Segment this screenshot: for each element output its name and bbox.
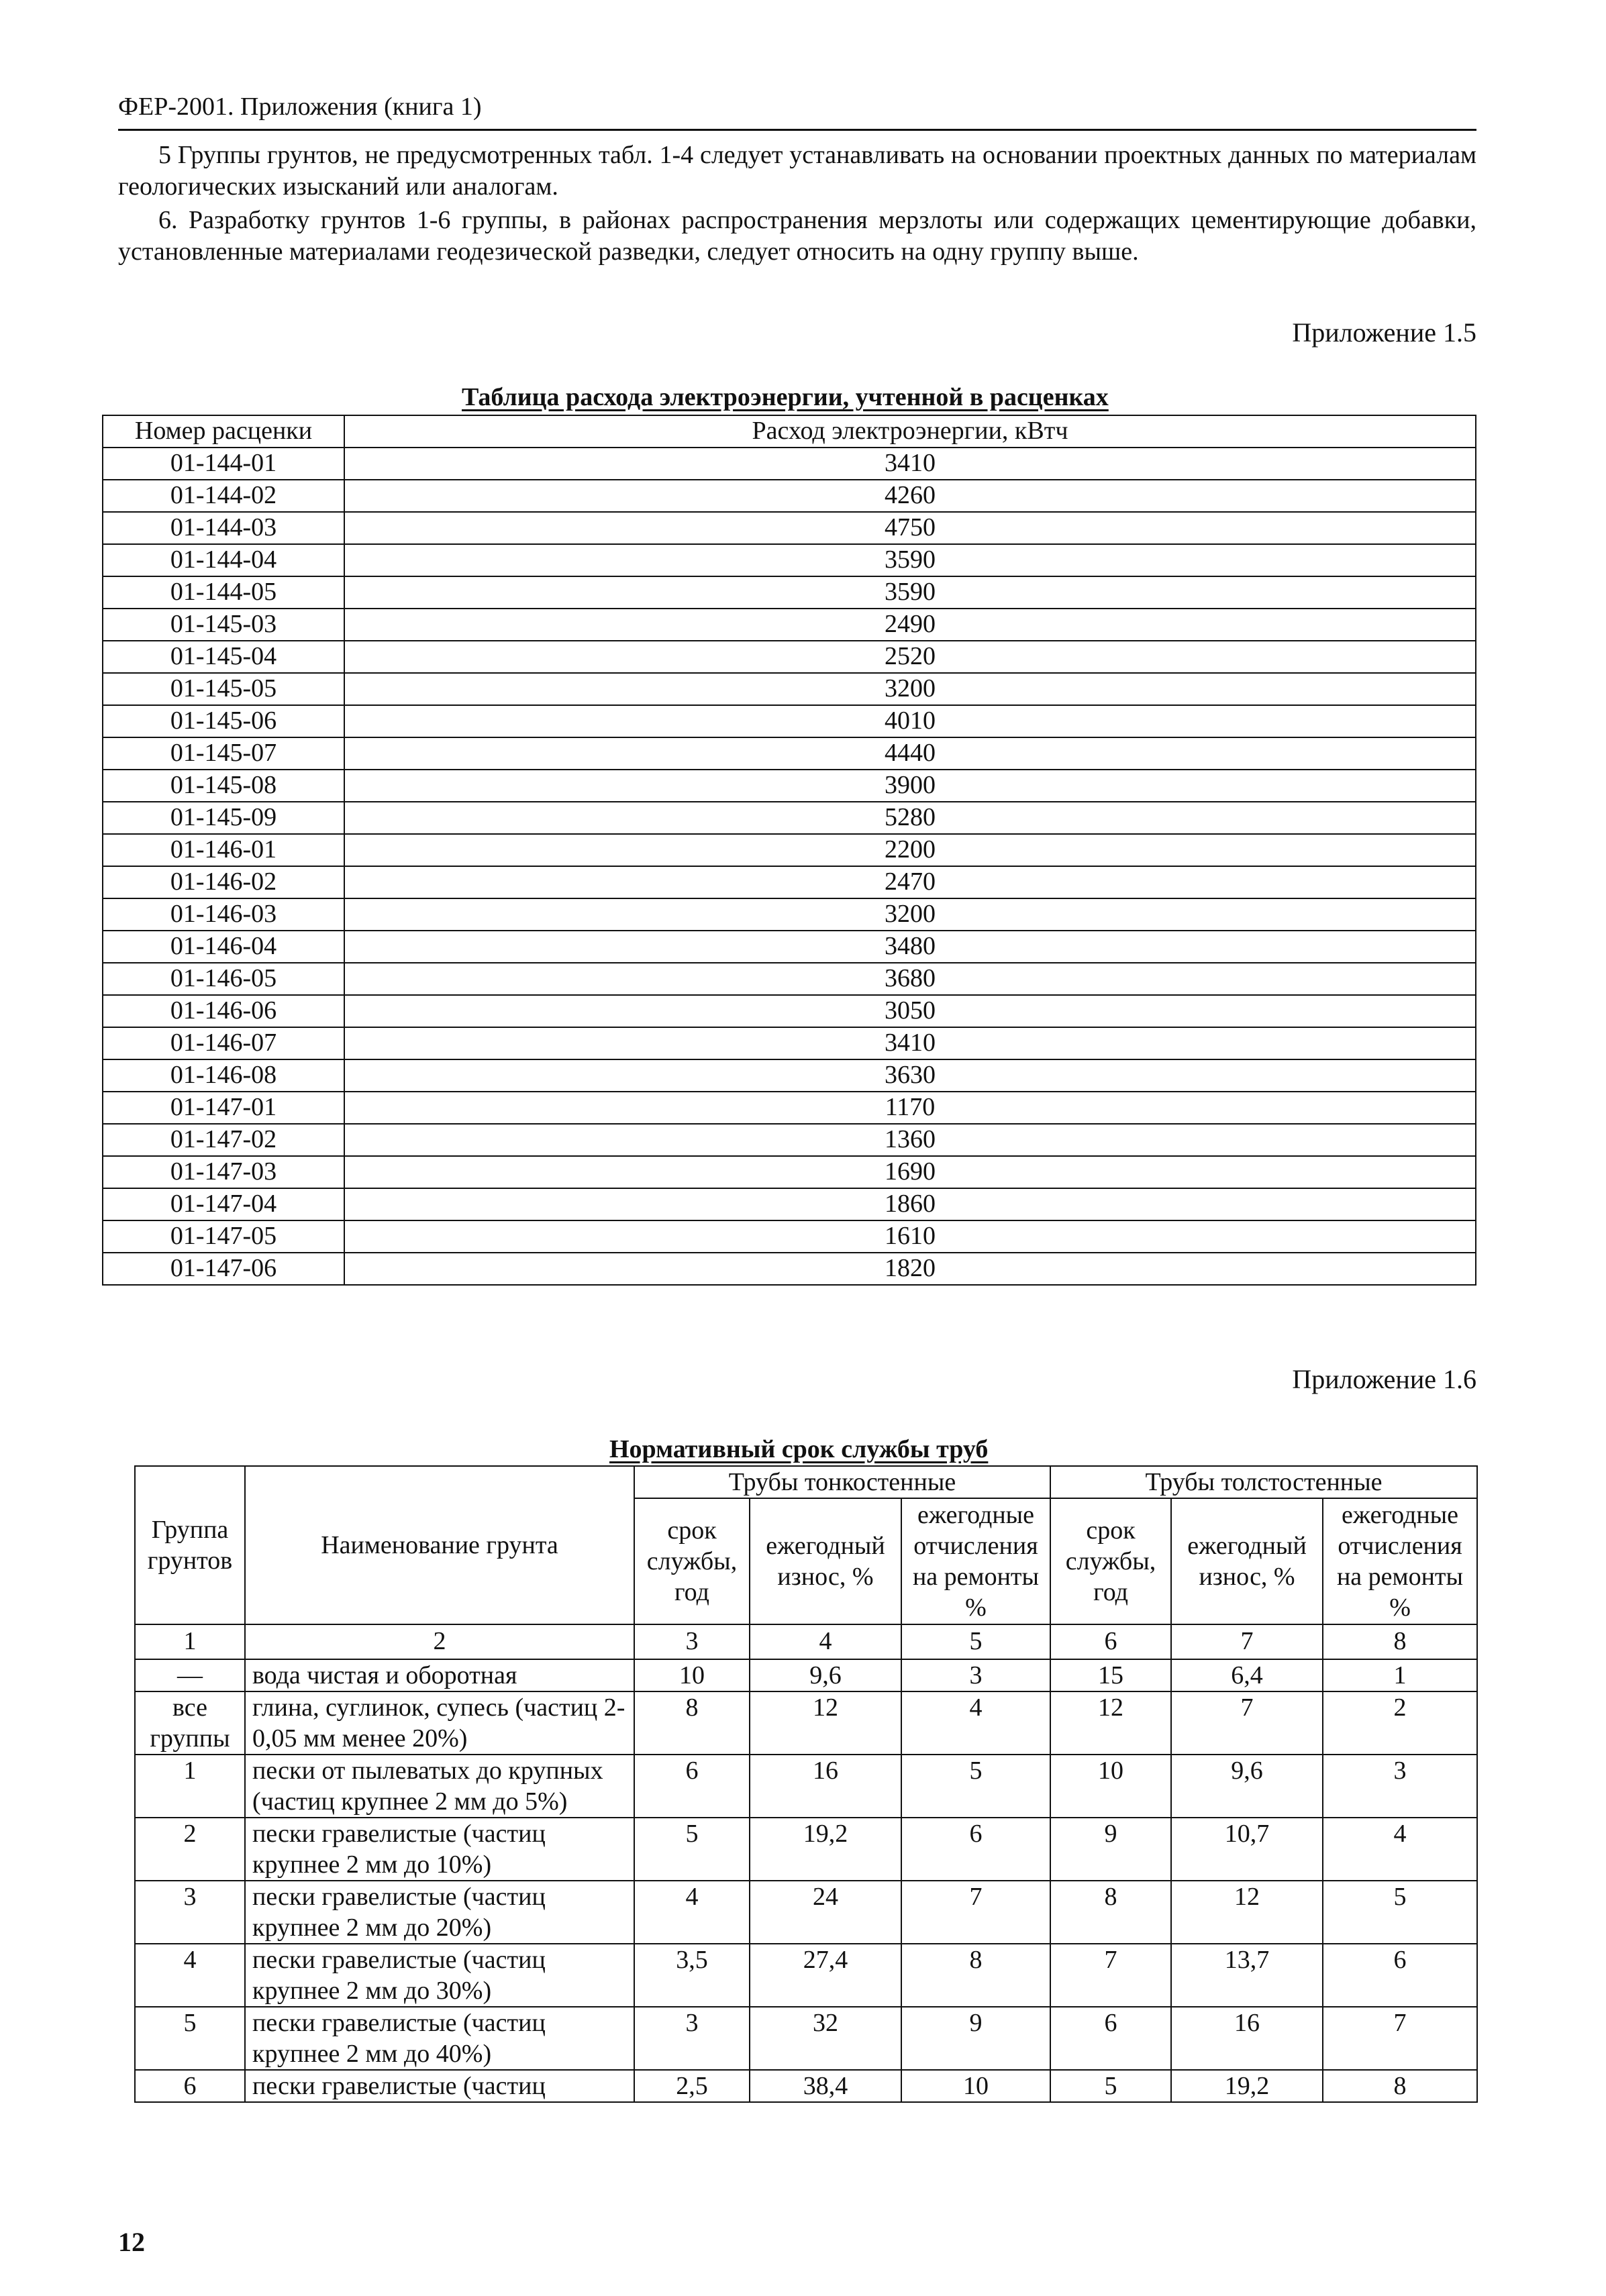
table-row [135, 1881, 1477, 1944]
rate-number-cell: 01-145-05 [103, 673, 344, 705]
thin-service-life-cell: 4 [634, 1881, 750, 1944]
note-paragraph-6: 6. Разработку грунтов 1-6 группы, в районах распространения мерзлоты или содержащих цементирующие добавки, установленные материалами геодезической разведки, следует относить на одну группу выше. [118, 206, 1476, 266]
thick-repairs-cell: 2 [1323, 1691, 1477, 1755]
soil-name-cell: пески гравелистые (частиц крупнее 2 мм до 10%) [245, 1818, 634, 1881]
soil-name-cell: пески гравелистые (частиц крупнее 2 мм до 40%) [245, 2007, 634, 2070]
thick-repairs-cell: 1 [1323, 1659, 1477, 1691]
energy-value-cell: 1860 [344, 1188, 1476, 1220]
thick-wear-cell: 12 [1171, 1881, 1323, 1944]
table-row [103, 1220, 1476, 1253]
thin-wear-cell: 12 [750, 1691, 901, 1755]
rate-number-cell: 01-145-08 [103, 770, 344, 802]
column-header-thin-repairs: ежегодные отчисления на ремонты % [901, 1498, 1050, 1624]
thin-repairs-cell: 5 [901, 1755, 1050, 1818]
thick-service-life-cell: 15 [1050, 1659, 1171, 1691]
rate-number-cell: 01-146-02 [103, 866, 344, 898]
column-number: 8 [1323, 1624, 1477, 1659]
thick-wear-cell: 7 [1171, 1691, 1323, 1755]
thick-service-life-cell: 9 [1050, 1818, 1171, 1881]
header-divider [118, 129, 1476, 131]
table-row [135, 1755, 1477, 1818]
rate-number-cell: 01-146-01 [103, 834, 344, 866]
energy-value-cell: 2470 [344, 866, 1476, 898]
thick-service-life-cell: 6 [1050, 2007, 1171, 2070]
column-header-thick-service-life: срок службы, год [1050, 1498, 1171, 1624]
table-row [103, 770, 1476, 802]
table-row [103, 576, 1476, 609]
table-row [103, 802, 1476, 834]
rate-number-cell: 01-145-03 [103, 609, 344, 641]
energy-value-cell: 3630 [344, 1059, 1476, 1092]
table-header-row [103, 415, 1476, 448]
energy-value-cell: 2520 [344, 641, 1476, 673]
thick-wear-cell: 13,7 [1171, 1944, 1323, 2007]
table-row [103, 834, 1476, 866]
energy-value-cell: 2200 [344, 834, 1476, 866]
energy-value-cell: 4260 [344, 480, 1476, 512]
energy-value-cell: 1360 [344, 1124, 1476, 1156]
soil-name-cell: пески гравелистые (частиц крупнее 2 мм до 30%) [245, 1944, 634, 2007]
table-row [135, 2070, 1477, 2102]
rate-number-cell: 01-147-03 [103, 1156, 344, 1188]
table-row [103, 641, 1476, 673]
column-number: 1 [135, 1624, 245, 1659]
column-header-thick-pipes: Трубы толстостенные [1050, 1466, 1477, 1498]
rate-number-cell: 01-144-02 [103, 480, 344, 512]
table-row [103, 995, 1476, 1027]
energy-value-cell: 3410 [344, 1027, 1476, 1059]
thick-wear-cell: 10,7 [1171, 1818, 1323, 1881]
thick-repairs-cell: 4 [1323, 1818, 1477, 1881]
column-number: 4 [750, 1624, 901, 1659]
rate-number-cell: 01-144-01 [103, 448, 344, 480]
energy-value-cell: 1820 [344, 1253, 1476, 1285]
table-row [103, 1027, 1476, 1059]
thick-repairs-cell: 8 [1323, 2070, 1477, 2102]
note-paragraph-5: 5 Группы грунтов, не предусмотренных табл. 1-4 следует устанавливать на основании проектных данных по материалам геологических изысканий или аналогам. [118, 141, 1476, 201]
column-number: 5 [901, 1624, 1050, 1659]
thick-wear-cell: 9,6 [1171, 1755, 1323, 1818]
soil-group-cell: 6 [135, 2070, 245, 2102]
energy-value-cell: 4440 [344, 737, 1476, 770]
energy-value-cell: 3480 [344, 931, 1476, 963]
thin-wear-cell: 16 [750, 1755, 901, 1818]
column-header-thick-wear: ежегодный износ, % [1171, 1498, 1323, 1624]
rate-number-cell: 01-146-05 [103, 963, 344, 995]
thin-service-life-cell: 5 [634, 1818, 750, 1881]
table-row [103, 673, 1476, 705]
pipe-service-life-table [134, 1465, 1478, 2103]
energy-value-cell: 3680 [344, 963, 1476, 995]
thin-service-life-cell: 3 [634, 2007, 750, 2070]
table-row [103, 1253, 1476, 1285]
energy-value-cell: 1170 [344, 1092, 1476, 1124]
soil-group-cell: 2 [135, 1818, 245, 1881]
thin-repairs-cell: 4 [901, 1691, 1050, 1755]
table-row [103, 898, 1476, 931]
energy-value-cell: 3590 [344, 544, 1476, 576]
thin-service-life-cell: 3,5 [634, 1944, 750, 2007]
soil-group-cell: 4 [135, 1944, 245, 2007]
table-row [103, 1124, 1476, 1156]
thick-repairs-cell: 3 [1323, 1755, 1477, 1818]
rate-number-cell: 01-145-06 [103, 705, 344, 737]
column-header-thin-service-life: срок службы, год [634, 1498, 750, 1624]
appendix-label-1-6: Приложение 1.6 [1292, 1364, 1476, 1394]
rate-number-cell: 01-147-01 [103, 1092, 344, 1124]
energy-value-cell: 1610 [344, 1220, 1476, 1253]
soil-name-cell: вода чистая и оборотная [245, 1659, 634, 1691]
column-header-group: Группа грунтов [135, 1466, 245, 1624]
running-header: ФЕР-2001. Приложения (книга 1) [118, 93, 482, 121]
column-header-thick-repairs: ежегодные отчисления на ремонты % [1323, 1498, 1477, 1624]
soil-name-cell: глина, суглинок, супесь (частиц 2-0,05 мм менее 20%) [245, 1691, 634, 1755]
thin-service-life-cell: 2,5 [634, 2070, 750, 2102]
thin-repairs-cell: 9 [901, 2007, 1050, 2070]
thin-wear-cell: 27,4 [750, 1944, 901, 2007]
thick-service-life-cell: 8 [1050, 1881, 1171, 1944]
energy-value-cell: 4010 [344, 705, 1476, 737]
table-row [103, 512, 1476, 544]
rate-number-cell: 01-145-07 [103, 737, 344, 770]
column-header-energy: Расход электроэнергии, кВтч [344, 415, 1476, 448]
thin-wear-cell: 19,2 [750, 1818, 901, 1881]
thick-repairs-cell: 6 [1323, 1944, 1477, 2007]
table-row [103, 1188, 1476, 1220]
thin-wear-cell: 24 [750, 1881, 901, 1944]
thick-service-life-cell: 10 [1050, 1755, 1171, 1818]
soil-group-cell: 3 [135, 1881, 245, 1944]
energy-value-cell: 3200 [344, 898, 1476, 931]
thin-wear-cell: 9,6 [750, 1659, 901, 1691]
column-number: 6 [1050, 1624, 1171, 1659]
energy-value-cell: 2490 [344, 609, 1476, 641]
table-row [135, 1659, 1477, 1691]
rate-number-cell: 01-144-05 [103, 576, 344, 609]
energy-value-cell: 5280 [344, 802, 1476, 834]
thick-wear-cell: 19,2 [1171, 2070, 1323, 2102]
energy-value-cell: 3900 [344, 770, 1476, 802]
table-row [135, 1818, 1477, 1881]
thin-service-life-cell: 6 [634, 1755, 750, 1818]
table-row [103, 609, 1476, 641]
soil-name-cell: пески гравелистые (частиц крупнее 2 мм до 20%) [245, 1881, 634, 1944]
rate-number-cell: 01-145-09 [103, 802, 344, 834]
rate-number-cell: 01-147-05 [103, 1220, 344, 1253]
rate-number-cell: 01-146-08 [103, 1059, 344, 1092]
table-row [103, 1092, 1476, 1124]
rate-number-cell: 01-147-02 [103, 1124, 344, 1156]
thin-service-life-cell: 8 [634, 1691, 750, 1755]
thick-service-life-cell: 7 [1050, 1944, 1171, 2007]
rate-number-cell: 01-144-03 [103, 512, 344, 544]
rate-number-cell: 01-145-04 [103, 641, 344, 673]
rate-number-cell: 01-146-06 [103, 995, 344, 1027]
thick-repairs-cell: 5 [1323, 1881, 1477, 1944]
thin-repairs-cell: 3 [901, 1659, 1050, 1691]
soil-group-cell: 1 [135, 1755, 245, 1818]
table-row [135, 1691, 1477, 1755]
energy-value-cell: 3050 [344, 995, 1476, 1027]
rate-number-cell: 01-147-04 [103, 1188, 344, 1220]
rate-number-cell: 01-147-06 [103, 1253, 344, 1285]
table-row [103, 480, 1476, 512]
thick-wear-cell: 6,4 [1171, 1659, 1323, 1691]
table-row [103, 963, 1476, 995]
soil-name-cell: пески от пылеватых до крупных (частиц крупнее 2 мм до 5%) [245, 1755, 634, 1818]
energy-table-caption: Таблица расхода электроэнергии, учтенной в расценках [462, 383, 1109, 411]
thin-wear-cell: 32 [750, 2007, 901, 2070]
column-header-soil-name: Наименование грунта [245, 1466, 634, 1624]
thin-service-life-cell: 10 [634, 1659, 750, 1691]
thin-repairs-cell: 7 [901, 1881, 1050, 1944]
thin-repairs-cell: 8 [901, 1944, 1050, 2007]
energy-value-cell: 3410 [344, 448, 1476, 480]
thick-wear-cell: 16 [1171, 2007, 1323, 2070]
thin-repairs-cell: 6 [901, 1818, 1050, 1881]
energy-consumption-table [102, 415, 1476, 1286]
column-number: 2 [245, 1624, 634, 1659]
table-row [103, 705, 1476, 737]
table-row [103, 737, 1476, 770]
table-row [103, 1059, 1476, 1092]
table-row [103, 1156, 1476, 1188]
energy-value-cell: 1690 [344, 1156, 1476, 1188]
table-row [135, 2007, 1477, 2070]
column-header-thin-wear: ежегодный износ, % [750, 1498, 901, 1624]
appendix-label-1-5: Приложение 1.5 [1292, 317, 1476, 348]
table-row [103, 544, 1476, 576]
table-row [135, 1944, 1477, 2007]
energy-value-cell: 4750 [344, 512, 1476, 544]
table-header-row [135, 1466, 1477, 1498]
rate-number-cell: 01-146-07 [103, 1027, 344, 1059]
rate-number-cell: 01-144-04 [103, 544, 344, 576]
column-number: 3 [634, 1624, 750, 1659]
pipe-table-body [135, 1659, 1477, 2102]
soil-group-cell: все группы [135, 1691, 245, 1755]
column-header-thin-pipes: Трубы тонкостенные [634, 1466, 1050, 1498]
soil-group-cell: — [135, 1659, 245, 1691]
pipe-table-caption: Нормативный срок службы труб [609, 1435, 989, 1463]
column-number-row [135, 1624, 1477, 1659]
table-row [103, 866, 1476, 898]
thin-wear-cell: 38,4 [750, 2070, 901, 2102]
column-header-rate-number: Номер расценки [103, 415, 344, 448]
thick-service-life-cell: 12 [1050, 1691, 1171, 1755]
thick-service-life-cell: 5 [1050, 2070, 1171, 2102]
energy-value-cell: 3590 [344, 576, 1476, 609]
thick-repairs-cell: 7 [1323, 2007, 1477, 2070]
table-row [103, 448, 1476, 480]
energy-value-cell: 3200 [344, 673, 1476, 705]
energy-table-body [103, 448, 1476, 1285]
rate-number-cell: 01-146-03 [103, 898, 344, 931]
rate-number-cell: 01-146-04 [103, 931, 344, 963]
column-number: 7 [1171, 1624, 1323, 1659]
soil-group-cell: 5 [135, 2007, 245, 2070]
soil-name-cell: пески гравелистые (частиц [245, 2070, 634, 2102]
table-row [103, 931, 1476, 963]
thin-repairs-cell: 10 [901, 2070, 1050, 2102]
page-number: 12 [118, 2227, 145, 2257]
